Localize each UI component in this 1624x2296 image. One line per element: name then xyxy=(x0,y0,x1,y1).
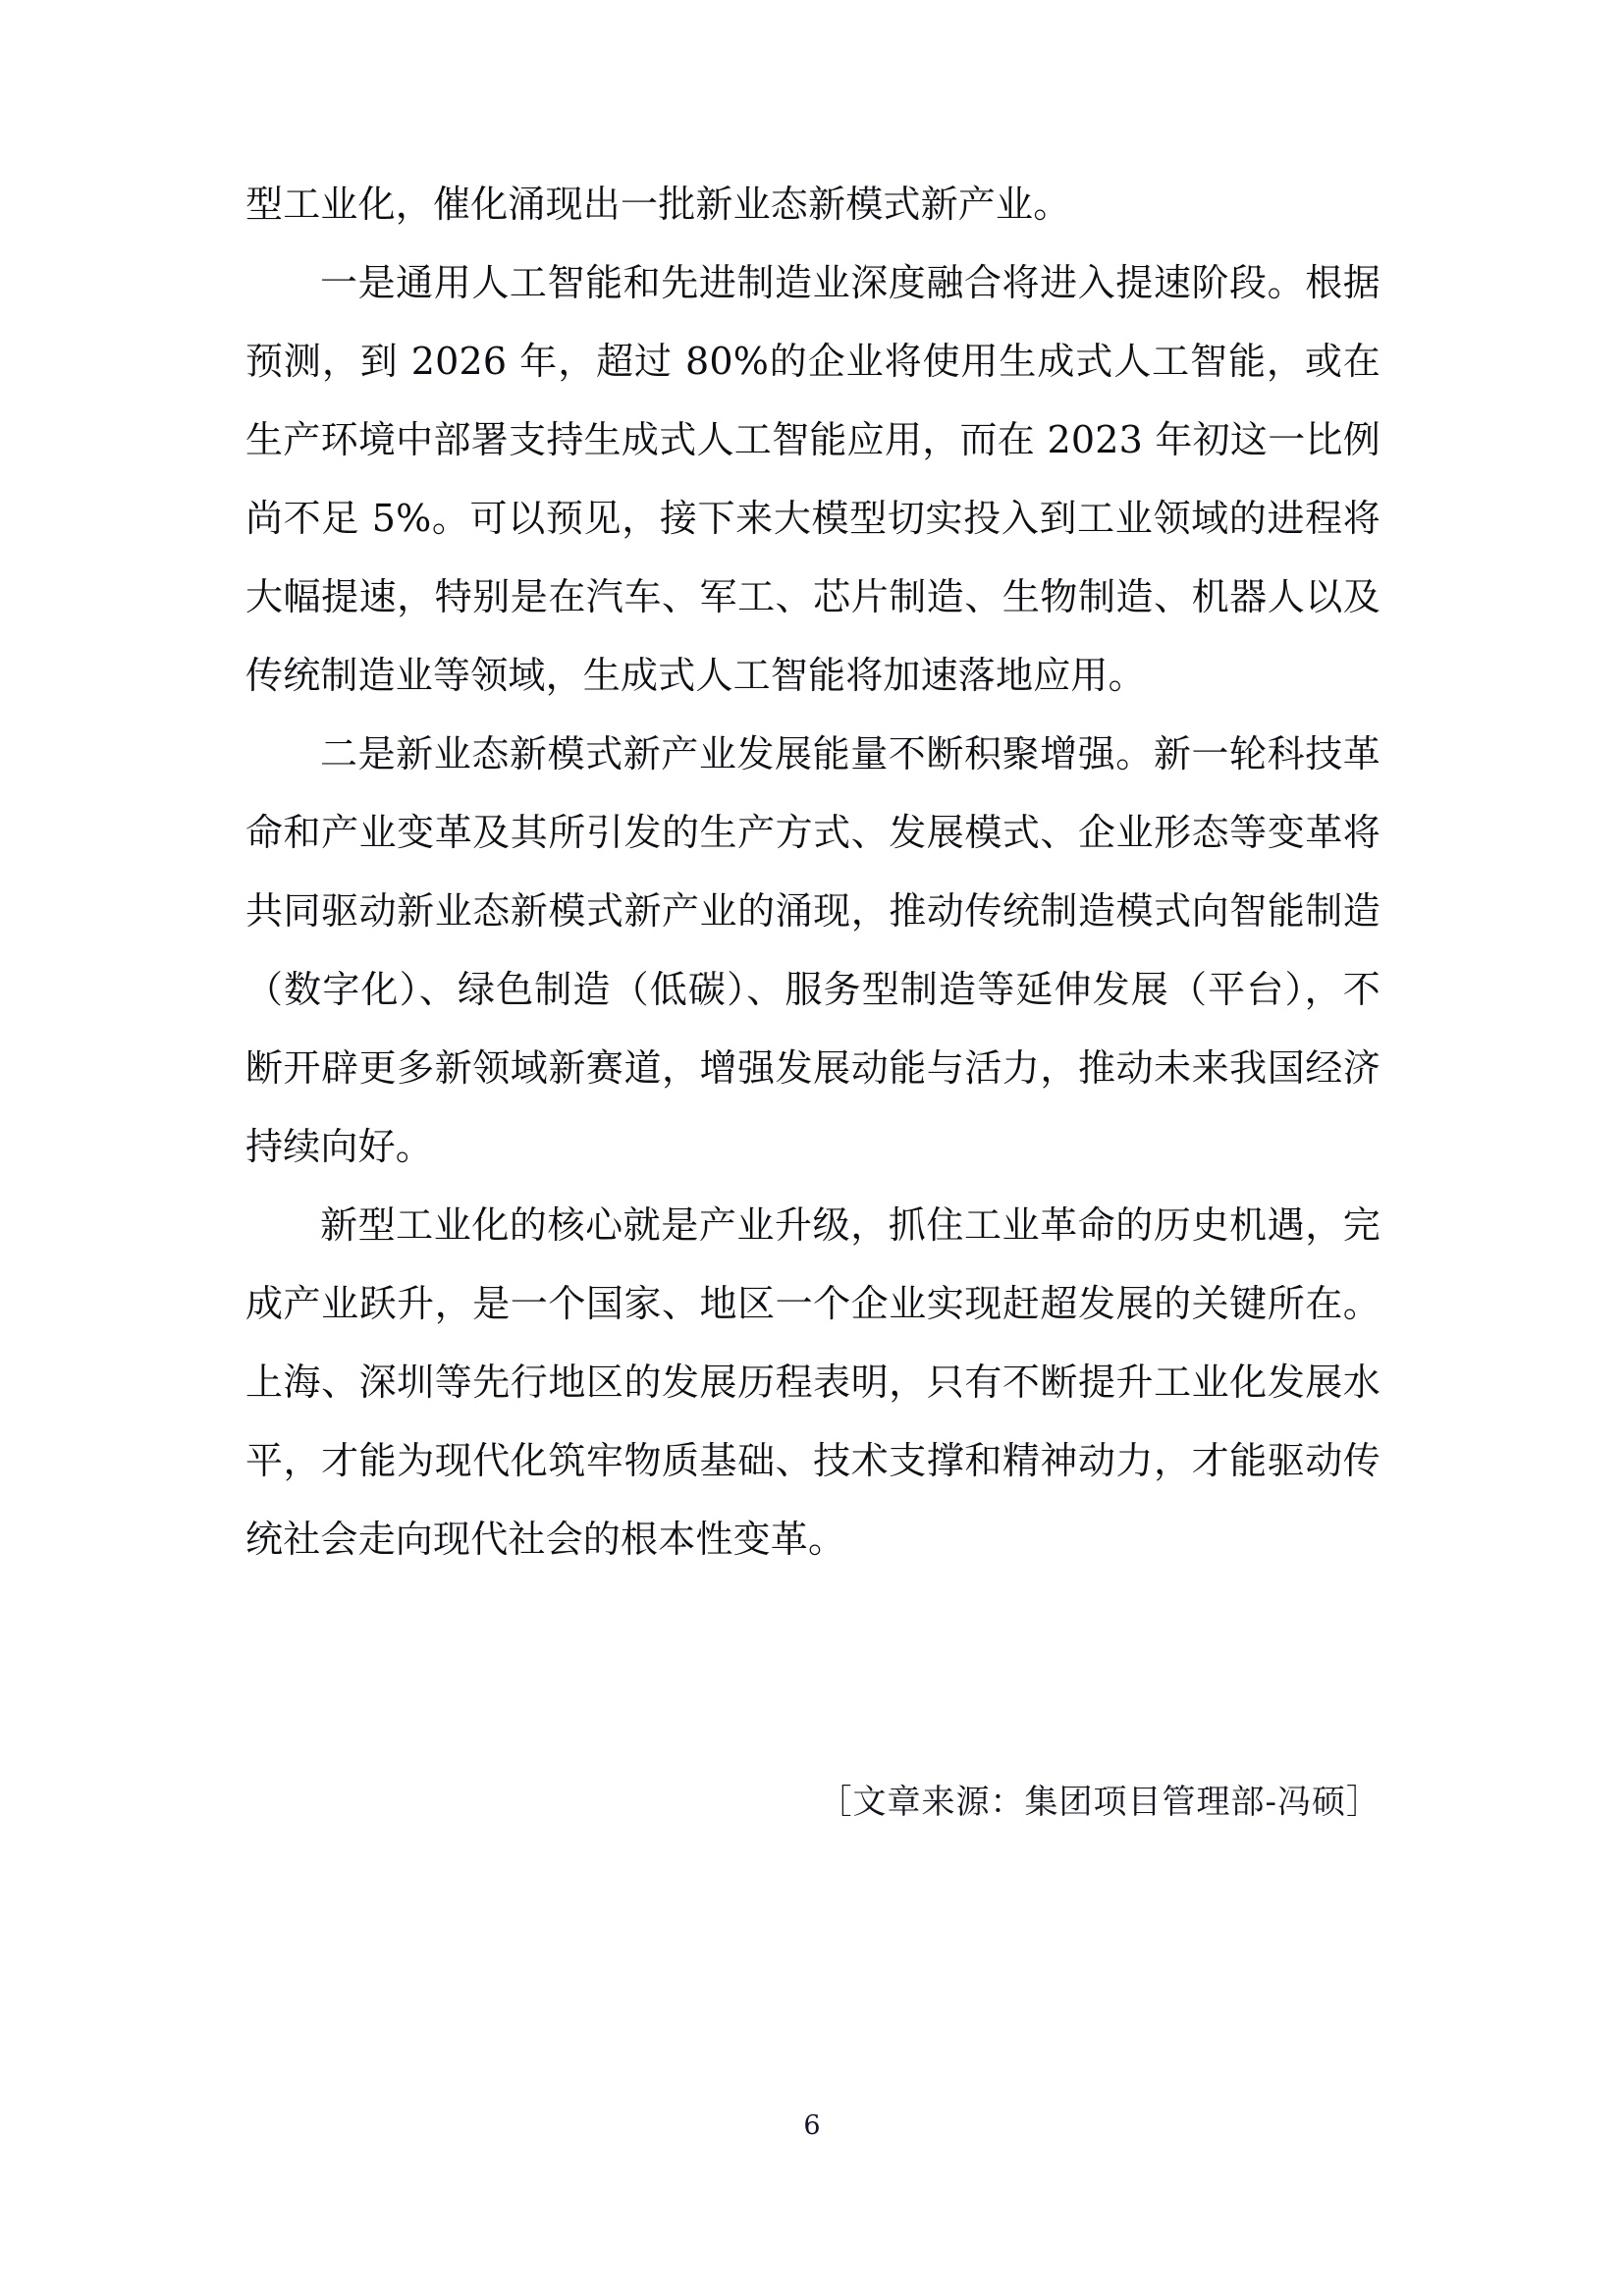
paragraph-2: 一是通用人工智能和先进制造业深度融合将进入提速阶段。根据预测，到 2026 年，超过 80%的企业将使用生成式人工智能，或在生产环境中部署支持生成式人工智能应用，而在 2023 年初这一比例尚不足 5%。可以预见，接下来大模型切实投入到工业领域的进程将大幅提速，特别是在汽车、军工、芯片制造、生物制造、机器人以及传统制造业等领域，生成式人工智能将加速落地应用。 xyxy=(245,261,1380,697)
paragraph-4: 新型工业化的核心就是产业升级，抓住工业革命的历史机遇，完成产业跃升，是一个国家、地区一个企业实现赶超发展的关键所在。上海、深圳等先行地区的发展历程表明，只有不断提升工业化发展水平，才能为现代化筑牢物质基础、技术支撑和精神动力，才能驱动传统社会走向现代社会的根本性变革。 xyxy=(245,1203,1380,1561)
page-number: 6 xyxy=(803,2110,821,2141)
paragraph-3: 二是新业态新模式新产业发展能量不断积聚增强。新一轮科技革命和产业变革及其所引发的生产方式、发展模式、企业形态等变革将共同驱动新业态新模式新产业的涌现，推动传统制造模式向智能制造（数字化）、绿色制造（低碳）、服务型制造等延伸发展（平台），不断开辟更多新领域新赛道，增强发展动能与活力，推动未来我国经济持续向好。 xyxy=(245,732,1380,1168)
source-attribution: ［文章来源：集团项目管理部-冯硕］ xyxy=(818,1783,1380,1822)
page-body-text xyxy=(245,165,1380,1578)
paragraph-1: 型工业化，催化涌现出一批新业态新模式新产业。 xyxy=(245,183,1071,226)
